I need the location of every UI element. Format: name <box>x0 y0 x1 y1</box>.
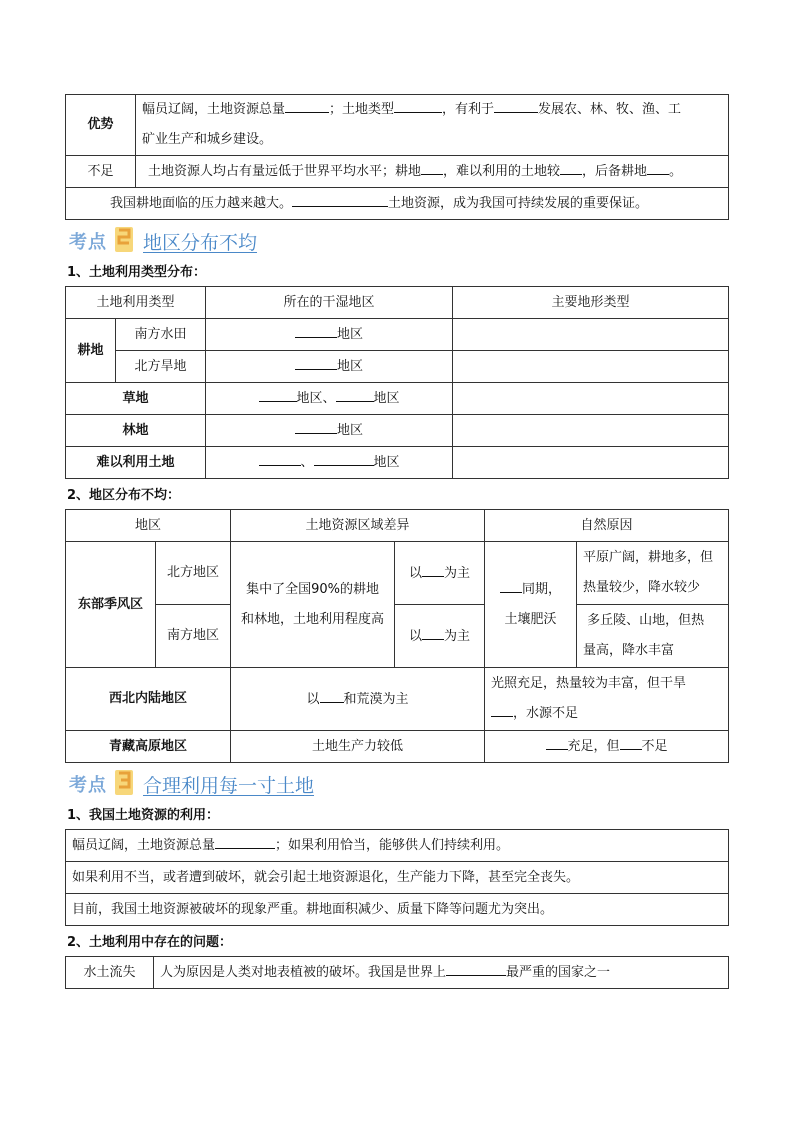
northwest-reason: 光照充足，热量较为丰富，但干旱 ，水源不足 <box>485 668 729 731</box>
table-row <box>66 862 729 894</box>
blank[interactable] <box>446 961 506 976</box>
land-use-table <box>65 829 729 926</box>
land-use-type-table <box>65 286 729 479</box>
pressure-row <box>66 188 729 220</box>
terrain-cell[interactable] <box>453 319 729 351</box>
blank[interactable] <box>320 688 344 703</box>
table-row <box>66 830 729 862</box>
northwest-region-label: 西北内陆地区 <box>66 668 231 731</box>
table-row <box>66 957 729 989</box>
shortage-label: 不足 <box>66 156 136 188</box>
column-header: 主要地形类型 <box>453 287 729 319</box>
qingzang-difference: 土地生产力较低 <box>231 731 485 763</box>
table-row <box>66 415 729 447</box>
number-2-icon <box>113 224 135 258</box>
land-problem-table <box>65 956 729 989</box>
blank[interactable] <box>491 702 513 717</box>
south-main-crop: 以 为主 <box>395 605 485 668</box>
regional-distribution-table <box>65 509 729 763</box>
section-title: 合理利用每一寸土地 <box>143 774 315 797</box>
table-row <box>66 605 729 668</box>
blank[interactable] <box>285 98 329 113</box>
table-row <box>66 447 729 479</box>
use-text: 如果利用不当，或者遭到破坏，就会引起土地资源退化，生产能力下降，甚至完全丧失。 <box>66 862 729 894</box>
use-text: 幅员辽阔，土地资源总量 ；如果利用恰当，能够供人们持续利用。 <box>66 830 729 862</box>
blank[interactable] <box>494 98 538 113</box>
region-cell: 地区 <box>206 351 453 383</box>
blank[interactable] <box>295 419 337 434</box>
terrain-cell[interactable] <box>453 415 729 447</box>
region-cell: 地区 <box>206 319 453 351</box>
column-header: 所在的干湿地区 <box>206 287 453 319</box>
blank[interactable] <box>421 160 443 175</box>
section-header-2 <box>65 224 729 258</box>
gengdi-label: 耕地 <box>66 319 116 383</box>
table-row <box>66 731 729 763</box>
common-reason: 同期， 土壤肥沃 <box>485 542 577 668</box>
blank[interactable] <box>259 387 297 402</box>
blank[interactable] <box>295 355 337 370</box>
blank[interactable] <box>336 387 374 402</box>
region-difference: 集中了全国90%的耕地 和林地，土地利用程度高 <box>231 542 395 668</box>
land-type: 草地 <box>66 383 206 415</box>
blank[interactable] <box>292 192 388 207</box>
advantage-row <box>66 95 729 156</box>
use-text: 目前，我国土地资源被破坏的现象严重。耕地面积减少、质量下降等问题尤为突出。 <box>66 894 729 926</box>
shortage-row <box>66 156 729 188</box>
blank[interactable] <box>560 160 582 175</box>
blank[interactable] <box>422 625 444 640</box>
sub-heading: 1、土地利用类型分布： <box>67 265 207 280</box>
blank[interactable] <box>620 735 642 750</box>
east-region-label: 东部季风区 <box>66 542 156 668</box>
blank[interactable] <box>647 160 669 175</box>
sub-heading: 2、土地利用中存在的问题： <box>67 935 233 950</box>
land-type: 难以利用土地 <box>66 447 206 479</box>
advantage-table <box>65 94 729 220</box>
problem-text: 人为原因是人类对地表植被的破坏。我国是世界上 最严重的国家之一 <box>154 957 729 989</box>
blank[interactable] <box>500 578 522 593</box>
land-type: 南方水田 <box>116 319 206 351</box>
column-header: 土地资源区域差异 <box>231 510 485 542</box>
section-title: 地区分布不均 <box>143 231 258 254</box>
column-header: 自然原因 <box>485 510 729 542</box>
problem-label: 水土流失 <box>66 957 154 989</box>
table-row <box>66 383 729 415</box>
terrain-cell[interactable] <box>453 447 729 479</box>
region-cell: 、 地区 <box>206 447 453 479</box>
northwest-difference: 以 和荒漠为主 <box>231 668 485 731</box>
shortage-text: 土地资源人均占有量远低于世界平均水平；耕地 ，难以利用的土地较 ，后备耕地 。 <box>136 156 729 188</box>
number-3-icon <box>113 767 135 801</box>
table-header-row <box>66 287 729 319</box>
qingzang-reason: 充足，但 不足 <box>485 731 729 763</box>
blank[interactable] <box>295 323 337 338</box>
blank[interactable] <box>259 451 301 466</box>
blank[interactable] <box>215 834 275 849</box>
advantage-label: 优势 <box>66 95 136 156</box>
land-type: 林地 <box>66 415 206 447</box>
column-header: 土地利用类型 <box>66 287 206 319</box>
table-header-row <box>66 510 729 542</box>
blank[interactable] <box>314 451 374 466</box>
sub-heading: 2、地区分布不均： <box>67 488 181 503</box>
south-region-label: 南方地区 <box>156 605 231 668</box>
north-region-label: 北方地区 <box>156 542 231 605</box>
table-row <box>66 894 729 926</box>
pressure-text: 我国耕地面临的压力越来越大。 土地资源，成为我国可持续发展的重要保证。 <box>66 188 729 220</box>
south-reason: 多丘陵、山地，但热 量高，降水丰富 <box>577 605 729 668</box>
kaodian-label: 考点 <box>69 775 107 796</box>
table-row <box>66 319 729 351</box>
blank[interactable] <box>394 98 442 113</box>
sub-heading: 1、我国土地资源的利用： <box>67 808 220 823</box>
section-header-3 <box>65 767 729 801</box>
table-row <box>66 351 729 383</box>
north-main-crop: 以 为主 <box>395 542 485 605</box>
terrain-cell[interactable] <box>453 383 729 415</box>
region-cell: 地区 <box>206 415 453 447</box>
qingzang-region-label: 青藏高原地区 <box>66 731 231 763</box>
blank[interactable] <box>422 562 444 577</box>
table-row <box>66 668 729 731</box>
region-cell: 地区、 地区 <box>206 383 453 415</box>
blank[interactable] <box>546 735 568 750</box>
document-page <box>65 94 729 989</box>
advantage-text: 幅员辽阔，土地资源总量 ；土地类型 ，有利于 发展农、林、牧、渔、工 矿业生产和城乡建设。 <box>136 95 729 156</box>
kaodian-label: 考点 <box>69 232 107 253</box>
column-header: 地区 <box>66 510 231 542</box>
table-row <box>66 542 729 605</box>
north-reason: 平原广阔，耕地多，但 热量较少，降水较少 <box>577 542 729 605</box>
terrain-cell[interactable] <box>453 351 729 383</box>
land-type: 北方旱地 <box>116 351 206 383</box>
